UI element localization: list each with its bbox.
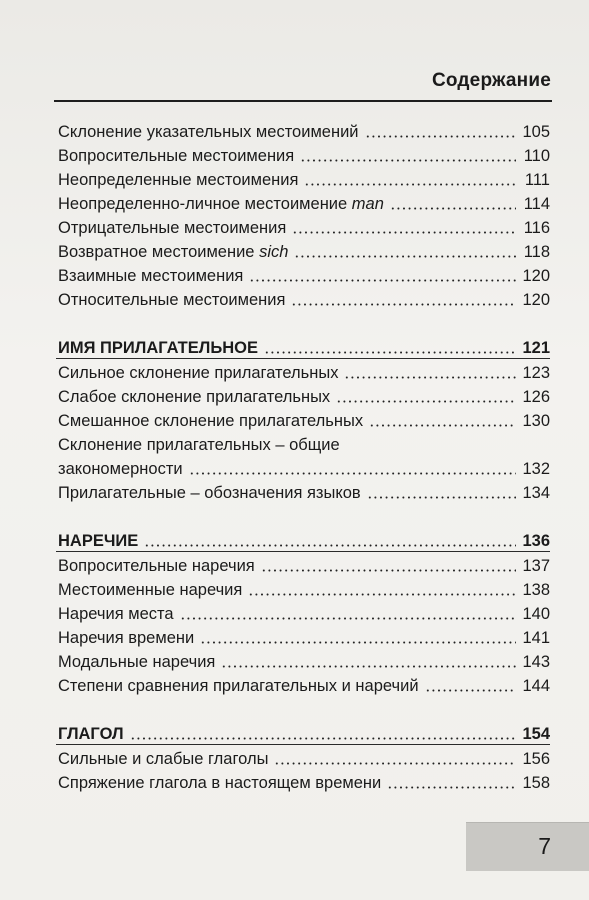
toc-title-text: ИМЯ ПРИЛАГАТЕЛЬНОЕ — [58, 339, 258, 357]
section-gap — [58, 696, 550, 720]
dot-leader — [390, 207, 516, 210]
dot-leader — [304, 183, 516, 186]
dot-leader — [336, 400, 516, 403]
toc-title-text: Смешанное склонение прилагательных — [58, 412, 364, 430]
toc-page-number: 143 — [522, 653, 550, 671]
toc-entry-title — [58, 194, 384, 214]
toc-entry-title — [58, 676, 419, 696]
toc-page-number: 111 — [524, 171, 550, 189]
toc-entry — [58, 142, 550, 166]
toc-entry — [58, 600, 550, 624]
toc-entry-title — [58, 122, 359, 142]
toc-title-text: Наречия места — [58, 605, 174, 623]
toc-title-text: Сильное склонение прилагательных — [58, 364, 339, 382]
dot-leader — [367, 496, 516, 499]
toc-entry-title — [58, 218, 286, 238]
dot-leader — [274, 762, 516, 765]
toc-entry — [58, 166, 550, 190]
dot-leader — [180, 617, 516, 620]
toc-entry-title — [58, 652, 215, 672]
toc-entry-title — [58, 628, 194, 648]
section-gap — [58, 310, 550, 334]
toc-title-text: Слабое склонение прилагательных — [58, 388, 331, 406]
toc-entry-title — [58, 604, 174, 624]
toc-entry-title — [58, 170, 298, 190]
dot-leader — [369, 424, 516, 427]
dot-leader — [261, 569, 516, 572]
header-rule — [54, 100, 552, 102]
toc-page-number: 154 — [522, 725, 550, 743]
toc-entry — [58, 624, 550, 648]
toc-page-number: 137 — [522, 557, 550, 575]
toc-title-text: Склонение прилагательных – общие — [58, 436, 340, 454]
toc-entry-title: закономерности — [58, 460, 183, 478]
toc-entry — [58, 214, 550, 238]
dot-leader — [300, 159, 516, 162]
toc-title-text: Вопросительные наречия — [58, 557, 255, 575]
dot-leader — [189, 472, 516, 475]
toc-page-number: 118 — [523, 243, 550, 261]
dot-leader — [144, 544, 516, 547]
toc-section-title — [58, 531, 138, 551]
toc-entry — [58, 576, 550, 600]
toc-section-heading — [58, 334, 550, 358]
toc-title-text: НАРЕЧИЕ — [58, 532, 139, 550]
toc-title-text: Вопросительные местоимения — [58, 147, 295, 165]
toc-title-text: Относительные местоимения — [58, 291, 286, 309]
toc-page-number: 126 — [522, 388, 550, 406]
toc-title-text: Прилагательные – обозначения языков — [58, 484, 361, 502]
dot-leader — [292, 231, 516, 234]
toc-entry-title — [58, 290, 285, 310]
toc-title-italic: sich — [259, 243, 289, 261]
toc-section-title — [58, 724, 124, 744]
toc-title-italic: man — [351, 195, 384, 213]
toc-section-title — [58, 338, 258, 358]
toc-title-text: Неопределенные местоимения — [58, 171, 299, 189]
dot-leader — [264, 351, 516, 354]
toc-entry-title — [58, 363, 338, 383]
toc-entry — [58, 479, 550, 503]
toc-page-number: 156 — [522, 750, 550, 768]
dot-leader — [425, 689, 516, 692]
toc-entry — [58, 286, 550, 310]
toc-title-text: Наречия времени — [58, 629, 195, 647]
toc-title-text: Склонение указательных местоимений — [58, 123, 359, 141]
toc-section-heading — [58, 720, 550, 744]
dot-leader — [200, 641, 516, 644]
toc-page-number: 141 — [522, 629, 550, 647]
toc-page-number: 134 — [522, 484, 550, 502]
toc-page-number: 136 — [522, 532, 550, 550]
dot-leader — [221, 665, 516, 668]
toc-title-text: Степени сравнения прилагательных и наречий — [58, 677, 419, 695]
dot-leader — [248, 593, 516, 596]
toc-title-text: ГЛАГОЛ — [58, 725, 124, 743]
dot-leader — [294, 255, 516, 258]
toc-entry — [58, 431, 550, 455]
toc-page-number: 138 — [522, 581, 550, 599]
toc-entry — [58, 383, 550, 407]
toc-title-text: Неопределенно-личное местоимение — [58, 195, 348, 213]
dot-leader — [387, 786, 516, 789]
toc-entry — [58, 648, 550, 672]
toc-title-text: Спряжение глагола в настоящем времени — [58, 774, 382, 792]
table-of-contents — [58, 118, 550, 793]
toc-entry-title — [58, 266, 243, 286]
toc-page-number: 132 — [522, 460, 550, 478]
toc-title-text: Отрицательные местоимения — [58, 219, 287, 237]
toc-title-text: Сильные и слабые глаголы — [58, 750, 269, 768]
toc-entry — [58, 769, 550, 793]
toc-page-number: 121 — [522, 339, 550, 357]
toc-entry-continuation — [58, 455, 550, 479]
toc-entry — [58, 190, 550, 214]
toc-entry — [58, 238, 550, 262]
toc-entry-title — [58, 483, 361, 503]
toc-page-number: 158 — [522, 774, 550, 792]
toc-page-number: 105 — [522, 123, 550, 141]
toc-entry — [58, 552, 550, 576]
toc-entry — [58, 359, 550, 383]
toc-title-text: Возвратное местоимение — [58, 243, 255, 261]
toc-entry-title — [58, 435, 340, 455]
toc-title-text: Взаимные местоимения — [58, 267, 244, 285]
dot-leader — [344, 376, 516, 379]
toc-entry-title — [58, 556, 255, 576]
toc-page-number: 120 — [522, 291, 550, 309]
toc-entry-title — [58, 242, 288, 262]
page-number: 7 — [538, 833, 551, 859]
toc-page-number: 110 — [523, 147, 550, 165]
toc-entry-title — [58, 146, 294, 166]
toc-page-number: 140 — [522, 605, 550, 623]
toc-page-number: 123 — [522, 364, 550, 382]
toc-entry-title — [58, 411, 363, 431]
toc-page-number: 116 — [523, 219, 550, 237]
toc-page-number: 144 — [522, 677, 550, 695]
toc-title-text: Модальные наречия — [58, 653, 216, 671]
dot-leader — [291, 303, 516, 306]
page-number-tab — [466, 822, 589, 871]
toc-page-number: 130 — [522, 412, 550, 430]
dot-leader — [365, 135, 516, 138]
toc-entry — [58, 407, 550, 431]
toc-section-heading — [58, 527, 550, 551]
toc-entry — [58, 118, 550, 142]
toc-entry — [58, 672, 550, 696]
toc-entry-title — [58, 773, 381, 793]
toc-entry-title — [58, 580, 242, 600]
toc-page-number: 120 — [522, 267, 550, 285]
dot-leader — [130, 737, 516, 740]
toc-entry-title — [58, 749, 268, 769]
toc-entry — [58, 262, 550, 286]
toc-page-number: 114 — [523, 195, 550, 213]
page-title: Содержание — [431, 70, 551, 91]
toc-entry-title — [58, 387, 330, 407]
section-gap — [58, 503, 550, 527]
toc-title-text: Местоименные наречия — [58, 581, 243, 599]
toc-entry — [58, 745, 550, 769]
dot-leader — [249, 279, 516, 282]
